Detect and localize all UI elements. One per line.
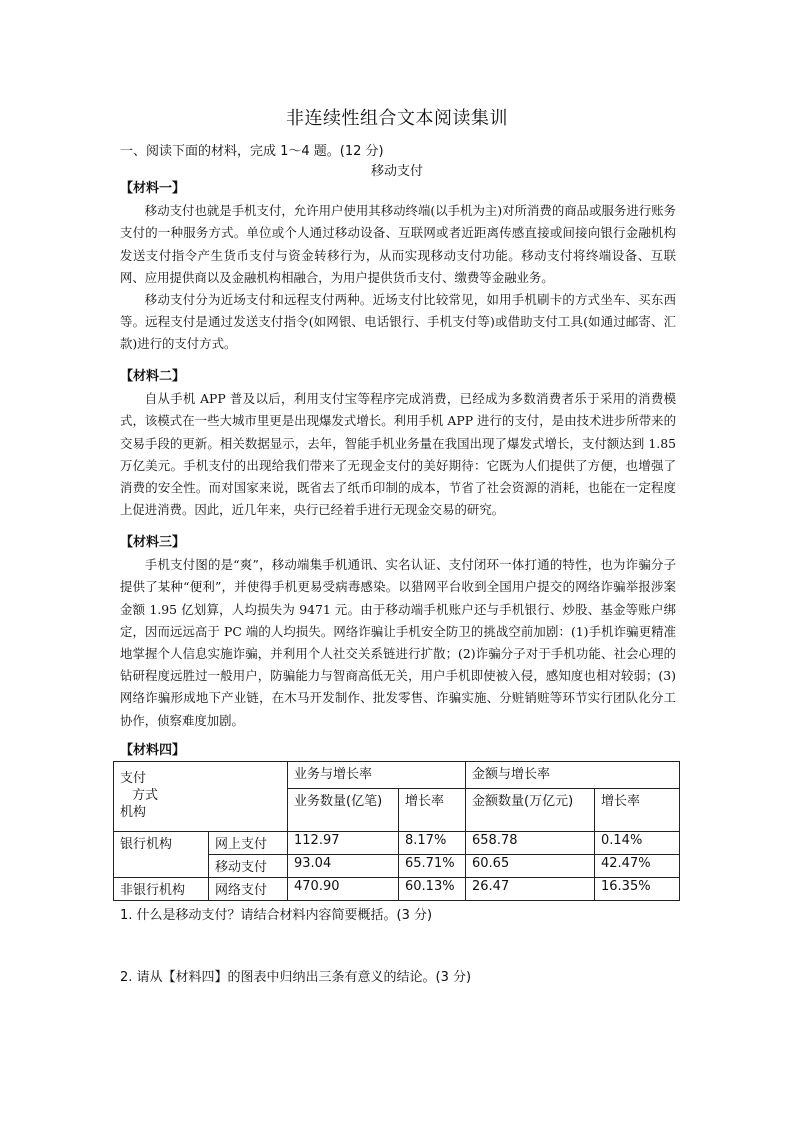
column-header: 业务数量(亿笔) bbox=[288, 789, 399, 832]
payment-data-table bbox=[113, 761, 680, 901]
institution-cell: 银行机构 bbox=[114, 832, 209, 878]
column-header: 增长率 bbox=[399, 789, 466, 832]
material-four-heading: 【材料四】 bbox=[120, 743, 186, 758]
table-cell: 60.13% bbox=[399, 878, 466, 901]
material-one-paragraph: 移动支付分为近场支付和远程支付两种。近场支付比较常见，如用手机刷卡的方式坐车、买东西等。远程支付是通过发送支付指令(如网银、电话银行、手机支付等)或借助支付工具(如通过邮寄、汇款)进行的支付方式。 bbox=[120, 292, 676, 352]
section-intro: 一、阅读下面的材料，完成 1～4 题。(12 分) bbox=[120, 144, 384, 159]
table-corner-cell bbox=[114, 762, 288, 832]
question-1: 1. 什么是移动支付？请结合材料内容简要概括。(3 分) bbox=[120, 908, 433, 923]
table-cell: 26.47 bbox=[466, 878, 595, 901]
table-cell: 112.97 bbox=[288, 832, 399, 855]
table-cell: 60.65 bbox=[466, 855, 595, 878]
material-two bbox=[120, 366, 676, 521]
column-header: 增长率 bbox=[595, 789, 680, 832]
table-cell: 16.35% bbox=[595, 878, 680, 901]
question-2: 2. 请从【材料四】的图表中归纳出三条有意义的结论。(3 分) bbox=[120, 970, 472, 985]
table-header-row bbox=[114, 762, 680, 789]
material-three-paragraph: 手机支付图的是“爽”，移动端集手机通讯、实名认证、支付闭环一体打通的特性，也为诈骗分子提供了某种“便利”，并使得手机更易受病毒感染。以猎网平台收到全国用户提交的网络诈骗举报涉案金额 1.95 亿划算，人均损失为 9471 元。由于移动端手机账户还与手机银行、炒股、基金等账户绑定，因而远远高于 PC 端的人均损失。网络诈骗让手机安全防卫的挑战空前加剧：(1)手机诈骗更精准地掌握个人信息实施诈骗，并利用个人社交关系链进行扩散；(2)诈骗分子对于手机功能、社会心理的钻研程度远胜过一般用户，防骗能力与智商高低无关，用户手机即使被入侵，感知度也相对较弱；(3)网络诈骗形成地下产业链，在木马开发制作、批发零售、诈骗实施、分赃销赃等环节实行团队化分工协作，侦察难度加剧。 bbox=[120, 557, 676, 728]
group-header-amount: 金额与增长率 bbox=[466, 762, 680, 789]
table-cell: 8.17% bbox=[399, 832, 466, 855]
corner-label: 支付 bbox=[120, 771, 147, 786]
group-header-volume: 业务与增长率 bbox=[288, 762, 466, 789]
material-two-paragraph: 自从手机 APP 普及以后，利用支付宝等程序完成消费，已经成为多数消费者乐于采用的消费模式，该模式在一些大城市里更是出现爆发式增长。利用手机 APP 进行的支付，是由技术进步所带来的交易手段的更新。相关数据显示，去年，智能手机业务量在我国出现了爆发式增长，支付额达到 1.85 万亿美元。手机支付的出现给我们带来了无现金支付的美好期待：它既为人们提供了方便，也增强了消费的安全性。而对国家来说，既省去了纸币印制的成本，节省了社会资源的消耗，也能在一定程度上促进消费。因此，近几年来，央行已经着手进行无现金交易的研究。 bbox=[120, 391, 676, 518]
corner-label: 机构 bbox=[120, 805, 147, 820]
table-cell: 93.04 bbox=[288, 855, 399, 878]
material-three-heading: 【材料三】 bbox=[120, 535, 186, 550]
material-subtitle: 移动支付 bbox=[370, 164, 423, 179]
material-three bbox=[120, 532, 676, 732]
doc-title: 非连续性组合文本阅读集训 bbox=[286, 108, 508, 129]
method-cell: 网络支付 bbox=[209, 878, 288, 901]
table-cell: 470.90 bbox=[288, 878, 399, 901]
column-header: 金额数量(万亿元) bbox=[466, 789, 595, 832]
corner-label: 方式 bbox=[132, 788, 159, 803]
table-cell: 658.78 bbox=[466, 832, 595, 855]
material-two-heading: 【材料二】 bbox=[120, 369, 186, 384]
material-one-paragraph: 移动支付也就是手机支付，允许用户使用其移动终端(以手机为主)对所消费的商品或服务进行账务支付的一种服务方式。单位或个人通过移动设备、互联网或者近距离传感直接或间接向银行金融机构发送支付指令产生货币支付与资金转移行为，从而实现移动支付功能。移动支付将终端设备、互联网、应用提供商以及金融机构相融合，为用户提供货币支付、缴费等金融业务。 bbox=[120, 203, 676, 285]
material-one bbox=[120, 178, 676, 356]
institution-cell: 非银行机构 bbox=[114, 878, 209, 901]
table-row bbox=[114, 832, 680, 855]
table-row bbox=[114, 878, 680, 901]
method-cell: 移动支付 bbox=[209, 855, 288, 878]
table-cell: 65.71% bbox=[399, 855, 466, 878]
table-cell: 42.47% bbox=[595, 855, 680, 878]
method-cell: 网上支付 bbox=[209, 832, 288, 855]
material-one-heading: 【材料一】 bbox=[120, 181, 186, 196]
table-cell: 0.14% bbox=[595, 832, 680, 855]
